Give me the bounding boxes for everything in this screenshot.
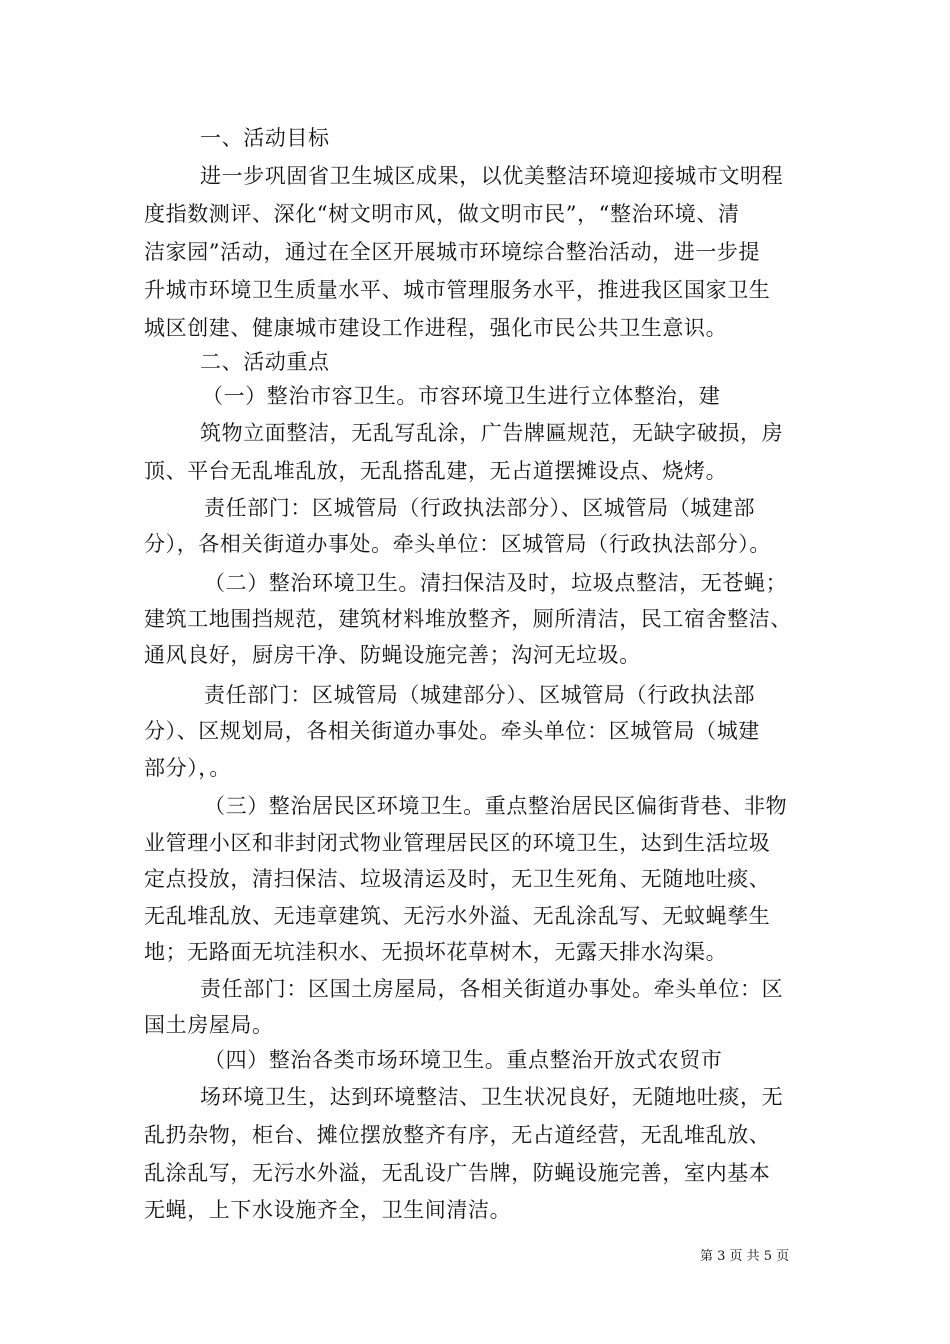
paragraph-line: 责任部门：区城管局（城建部分）、区城管局（行政执法部: [204, 683, 756, 707]
page-number-footer: 第 3 页 共 5 页: [700, 1249, 790, 1264]
paragraph-line: 部分），。: [144, 756, 231, 780]
paragraph-line: 顶、平台无乱堆乱放，无乱搭乱建，无占道摆摊设点、烧烤。: [144, 459, 728, 483]
paragraph-line: （三）整治居民区环境卫生。重点整治居民区偏街背巷、非物: [204, 794, 788, 818]
paragraph-line: 无乱堆乱放、无违章建筑、无污水外溢、无乱涂乱写、无蚊蝇孳生: [144, 904, 771, 928]
paragraph-line: 国土房屋局。: [144, 1013, 274, 1037]
paragraph-line: 定点投放，清扫保洁、垃圾清运及时，无卫生死角、无随地吐痰、: [144, 867, 771, 891]
paragraph-line: 城区创建、健康城市建设工作进程，强化市民公共卫生意识。: [144, 316, 728, 340]
paragraph-line: 分）、区规划局，各相关街道办事处。牵头单位：区城管局（城建: [144, 719, 760, 743]
paragraph-line: 建筑工地围挡规范，建筑材料堆放整齐，厕所清洁，民工宿舍整洁、: [144, 607, 792, 631]
paragraph-line: 无蝇，上下水设施齐全，卫生间清洁。: [144, 1198, 512, 1222]
paragraph-line: 洁家园”活动，通过在全区开展城市环境综合整治活动，进一步提: [144, 240, 761, 264]
paragraph-line: 进一步巩固省卫生城区成果，以优美整洁环境迎接城市文明程: [200, 164, 784, 188]
paragraph-line: 地；无路面无坑洼积水、无损坏花草树木，无露天排水沟渠。: [144, 940, 728, 964]
section-heading: 一、活动目标: [200, 126, 330, 150]
paragraph-line: 乱扔杂物，柜台、摊位摆放整齐有序，无占道经营，无乱堆乱放、: [144, 1123, 771, 1147]
paragraph-line: 升城市环境卫生质量水平、城市管理服务水平，推进我区国家卫生: [144, 278, 771, 302]
paragraph-line: 责任部门：区城管局（行政执法部分）、区城管局（城建部: [204, 496, 756, 520]
paragraph-line: 乱涂乱写，无污水外溢，无乱设广告牌，防蝇设施完善，室内基本: [144, 1161, 771, 1185]
paragraph-line: 通风良好，厨房干净、防蝇设施完善；沟河无垃圾。: [144, 643, 641, 667]
paragraph-line: 场环境卫生，达到环境整洁、卫生状况良好，无随地吐痰，无: [200, 1085, 784, 1109]
paragraph-line: （二）整治环境卫生。清扫保洁及时，垃圾点整洁，无苍蝇；: [204, 571, 788, 595]
paragraph-line: 度指数测评、深化“树文明市风，做文明市民”，“整治环境、清: [144, 202, 740, 226]
paragraph-line: （一）整治市容卫生。市容环境卫生进行立体整治，建: [202, 384, 721, 408]
paragraph-line: 责任部门：区国土房屋局，各相关街道办事处。牵头单位：区: [200, 977, 784, 1001]
paragraph-line: （四）整治各类市场环境卫生。重点整治开放式农贸市: [204, 1048, 723, 1072]
paragraph-line: 业管理小区和非封闭式物业管理居民区的环境卫生，达到生活垃圾: [144, 831, 771, 855]
paragraph-line: 筑物立面整洁，无乱写乱涂，广告牌匾规范，无缺字破损，房: [200, 421, 784, 445]
paragraph-line: 分），各相关街道办事处。牵头单位：区城管局（行政执法部分）。: [144, 532, 771, 556]
section-heading: 二、活动重点: [200, 350, 330, 374]
